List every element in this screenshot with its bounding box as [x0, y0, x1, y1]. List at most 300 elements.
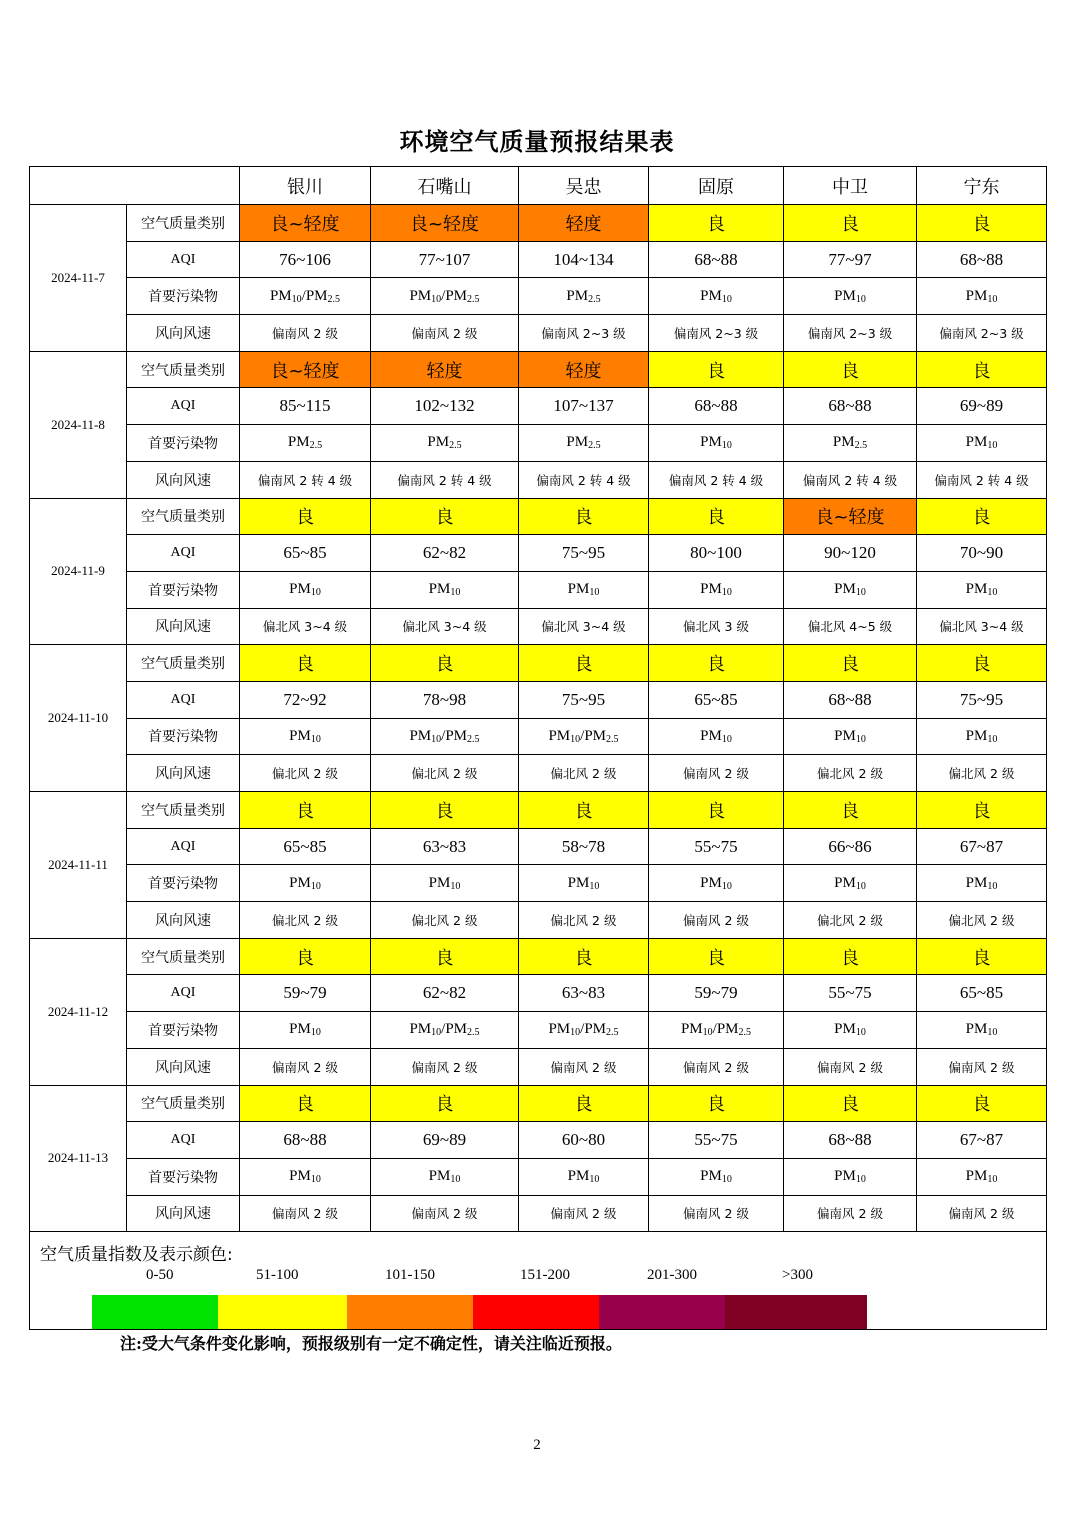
pollutant-subscript: 10	[987, 1027, 998, 1039]
pollutant-subscript: 10	[570, 1027, 581, 1039]
pollutant-name: $PM_{10}$	[289, 874, 321, 892]
pollutant-subscript: 10	[570, 733, 581, 745]
pollutant-name: $PM_{10}$	[428, 1168, 461, 1186]
pollutant-name: $PM_{10}$	[834, 727, 866, 745]
pollutant-subscript: 10	[721, 1174, 732, 1186]
pollutant-cell	[371, 865, 519, 902]
pollutant-cell	[519, 425, 649, 462]
pollutant-name: $PM_{10}$	[409, 1021, 442, 1039]
wind-cell: 偏南风 2 级	[649, 755, 784, 792]
aqi-cell: 80~100	[649, 535, 784, 572]
pollutant-name: $PM_{10}$	[834, 581, 866, 599]
wind-cell: 偏北风 3~4 级	[371, 608, 519, 645]
city-header: 宁东	[917, 167, 1047, 205]
aqi-cell: 58~78	[519, 828, 649, 865]
pollutant-cell	[240, 571, 371, 608]
pollutant-cell	[519, 278, 649, 315]
pollutant-label: 首要污染物	[127, 865, 240, 902]
pollutant-name: $PM_{10}$	[548, 727, 581, 745]
pollutant-subscript: 10	[855, 1174, 866, 1186]
pollutant-cell	[917, 718, 1047, 755]
aqi-cell: 69~89	[371, 1122, 519, 1159]
category-row	[30, 498, 1047, 535]
wind-row	[30, 315, 1047, 352]
pollutant-cell	[917, 425, 1047, 462]
pollutant-name: $PM_{10}$	[834, 874, 866, 892]
wind-label: 风向风速	[127, 902, 240, 939]
pollutant-subscript: 10	[721, 587, 732, 599]
category-label: 空气质量类别	[127, 1085, 240, 1122]
aqi-label: AQI	[127, 975, 240, 1012]
aqi-label: AQI	[127, 535, 240, 572]
category-cell: 良	[784, 205, 917, 242]
pollutant-label: 首要污染物	[127, 278, 240, 315]
category-cell: 良	[371, 498, 519, 535]
pollutant-name: $PM_{10}$	[965, 434, 998, 452]
pollutant-cell	[240, 718, 371, 755]
pollutant-subscript: 10	[987, 1174, 998, 1186]
pollutant-label: 首要污染物	[127, 425, 240, 462]
pollutant-subscript: 10	[721, 733, 732, 745]
pollutant-cell	[240, 865, 371, 902]
pollutant-cell	[917, 278, 1047, 315]
aqi-cell: 55~75	[649, 1122, 784, 1159]
aqi-cell: 68~88	[240, 1122, 371, 1159]
category-cell: 良	[784, 938, 917, 975]
aqi-cell: 68~88	[649, 241, 784, 278]
category-label: 空气质量类别	[127, 498, 240, 535]
aqi-cell: 68~88	[649, 388, 784, 425]
pollutant-cell	[784, 278, 917, 315]
pollutant-cell	[649, 278, 784, 315]
pollutant-name: $PM_{2.5}$	[584, 727, 619, 745]
forecast-date: 2024-11-8	[30, 351, 127, 498]
pollutant-name: $PM_{10}$	[965, 1168, 998, 1186]
category-cell: 良	[649, 1085, 784, 1122]
pollutant-name: $PM_{10}$	[567, 874, 600, 892]
pollutant-name: $PM_{2.5}$	[716, 1021, 752, 1039]
pollutant-name: $PM_{10}$	[965, 1021, 998, 1039]
aqi-cell: 65~85	[240, 828, 371, 865]
wind-row	[30, 608, 1047, 645]
pollutant-cell	[371, 1158, 519, 1195]
wind-cell: 偏南风 2~3 级	[649, 315, 784, 352]
aqi-cell: 68~88	[784, 1122, 917, 1159]
pollutant-name: $PM_{10}$	[700, 727, 732, 745]
aqi-cell: 78~98	[371, 681, 519, 718]
pollutant-subscript: 10	[589, 587, 600, 599]
header-corner-cell	[30, 167, 240, 205]
wind-cell: 偏南风 2 级	[371, 1048, 519, 1085]
pollutant-row	[30, 571, 1047, 608]
category-label: 空气质量类别	[127, 645, 240, 682]
category-row	[30, 205, 1047, 242]
pollutant-subscript: 2.5	[327, 293, 341, 305]
pollutant-name: $PM_{10}$	[965, 581, 998, 599]
pollutant-row	[30, 718, 1047, 755]
aqi-cell: 77~107	[371, 241, 519, 278]
city-header: 中卫	[784, 167, 917, 205]
wind-cell: 偏北风 2 级	[784, 902, 917, 939]
category-row	[30, 1085, 1047, 1122]
category-cell: 良	[784, 1085, 917, 1122]
wind-cell: 偏南风 2 级	[240, 1195, 371, 1232]
aqi-cell: 65~85	[649, 681, 784, 718]
aqi-cell: 68~88	[784, 388, 917, 425]
pollutant-cell	[649, 1158, 784, 1195]
pollutant-name: $PM_{10}$	[548, 1021, 581, 1039]
wind-cell: 偏南风 2 级	[519, 1048, 649, 1085]
aqi-cell: 66~86	[784, 828, 917, 865]
forecast-table	[29, 166, 1047, 1330]
category-label: 空气质量类别	[127, 351, 240, 388]
aqi-cell: 72~92	[240, 681, 371, 718]
wind-cell: 偏北风 2 级	[519, 755, 649, 792]
category-cell: 良	[784, 792, 917, 829]
pollutant-label: 首要污染物	[127, 718, 240, 755]
forecast-date: 2024-11-13	[30, 1085, 127, 1232]
wind-cell: 偏北风 3~4 级	[240, 608, 371, 645]
pollutant-name: $PM_{2.5}$	[584, 1021, 619, 1039]
pollutant-label: 首要污染物	[127, 1158, 240, 1195]
pollutant-subscript: 10	[987, 733, 998, 745]
wind-cell: 偏南风 2 转 4 级	[784, 461, 917, 498]
wind-label: 风向风速	[127, 1048, 240, 1085]
forecast-date: 2024-11-10	[30, 645, 127, 792]
aqi-cell: 59~79	[649, 975, 784, 1012]
aqi-cell: 85~115	[240, 388, 371, 425]
category-cell: 良	[371, 645, 519, 682]
aqi-cell: 65~85	[240, 535, 371, 572]
pollutant-cell	[519, 571, 649, 608]
legend-color-swatch	[599, 1295, 725, 1330]
aqi-row	[30, 681, 1047, 718]
pollutant-cell	[917, 1012, 1047, 1049]
category-cell: 良	[649, 938, 784, 975]
pollutant-subscript: 10	[450, 1174, 461, 1186]
pollutant-subscript: 10	[450, 880, 461, 892]
legend-cell	[30, 1232, 1047, 1330]
pollutant-subscript: 10	[450, 587, 461, 599]
forecast-table-body	[30, 167, 1047, 1330]
aqi-cell: 90~120	[784, 535, 917, 572]
pollutant-cell: $PM_{10}/PM_{2.5}$	[371, 278, 519, 315]
pollutant-name: $PM_{10}$	[428, 581, 461, 599]
wind-cell: 偏北风 2 级	[240, 902, 371, 939]
category-cell: 良	[519, 1085, 649, 1122]
pollutant-name: $PM_{10}$	[269, 287, 302, 305]
category-cell: 良	[649, 498, 784, 535]
aqi-cell: 104~134	[519, 241, 649, 278]
legend-color-swatch	[218, 1295, 347, 1330]
pollutant-name: $PM_{10}$	[834, 287, 866, 305]
city-header: 银川	[240, 167, 371, 205]
legend-color-swatch	[347, 1295, 473, 1330]
pollutant-cell	[649, 425, 784, 462]
pollutant-cell	[649, 865, 784, 902]
pollutant-cell	[240, 1012, 371, 1049]
wind-cell: 偏北风 3~4 级	[917, 608, 1047, 645]
city-header: 吴忠	[519, 167, 649, 205]
wind-cell: 偏南风 2 转 4 级	[371, 461, 519, 498]
aqi-cell: 69~89	[917, 388, 1047, 425]
category-cell: 良	[917, 205, 1047, 242]
pollutant-cell	[784, 1012, 917, 1049]
category-cell: 良	[240, 1085, 371, 1122]
category-cell: 良	[784, 351, 917, 388]
category-cell: 良~轻度	[240, 205, 371, 242]
aqi-cell: 67~87	[917, 1122, 1047, 1159]
wind-cell: 偏南风 2 级	[519, 1195, 649, 1232]
pollutant-cell	[240, 1158, 371, 1195]
pollutant-subscript: 10	[987, 587, 998, 599]
aqi-label: AQI	[127, 241, 240, 278]
aqi-label: AQI	[127, 681, 240, 718]
pollutant-cell	[784, 571, 917, 608]
category-label: 空气质量类别	[127, 205, 240, 242]
pollutant-subscript: 10	[589, 880, 600, 892]
forecast-date: 2024-11-7	[30, 205, 127, 352]
category-cell: 轻度	[371, 351, 519, 388]
category-cell: 良	[917, 498, 1047, 535]
wind-cell: 偏北风 2 级	[240, 755, 371, 792]
aqi-cell: 62~82	[371, 975, 519, 1012]
pollutant-subscript: 10	[855, 880, 866, 892]
pollutant-cell	[519, 1158, 649, 1195]
wind-cell: 偏南风 2 转 4 级	[519, 461, 649, 498]
category-cell: 良	[240, 938, 371, 975]
pollutant-subscript: 2.5	[606, 733, 619, 745]
wind-cell: 偏北风 3 级	[649, 608, 784, 645]
pollutant-row	[30, 1158, 1047, 1195]
aqi-cell: 67~87	[917, 828, 1047, 865]
wind-row	[30, 1048, 1047, 1085]
wind-label: 风向风速	[127, 755, 240, 792]
wind-cell: 偏北风 2 级	[519, 902, 649, 939]
legend-range-label: 0-50	[146, 1267, 174, 1284]
category-cell: 良	[917, 938, 1047, 975]
pollutant-label: 首要污染物	[127, 571, 240, 608]
category-cell: 良	[240, 792, 371, 829]
pollutant-subscript: 2.5	[738, 1027, 752, 1039]
wind-cell: 偏南风 2 转 4 级	[917, 461, 1047, 498]
aqi-row	[30, 828, 1047, 865]
pollutant-subscript: 10	[310, 1027, 321, 1039]
wind-cell: 偏南风 2~3 级	[519, 315, 649, 352]
pollutant-name: $PM_{2.5}$	[566, 434, 601, 452]
pollutant-subscript: 2.5	[467, 1027, 480, 1039]
pollutant-subscript: 10	[431, 733, 442, 745]
wind-row	[30, 755, 1047, 792]
legend-range-label: 51-100	[256, 1267, 299, 1284]
pollutant-cell: $PM_{10}/PM_{2.5}$	[649, 1012, 784, 1049]
forecast-date: 2024-11-12	[30, 938, 127, 1085]
pollutant-cell	[519, 865, 649, 902]
pollutant-name: $PM_{2.5}$	[287, 434, 323, 452]
wind-cell: 偏北风 3~4 级	[519, 608, 649, 645]
category-cell: 良	[371, 938, 519, 975]
wind-cell: 偏南风 2~3 级	[784, 315, 917, 352]
pollutant-name: $PM_{10}$	[965, 287, 998, 305]
pollutant-name: $PM_{10}$	[700, 434, 732, 452]
pollutant-cell: $PM_{10}/PM_{2.5}$	[519, 1012, 649, 1049]
wind-cell: 偏北风 2 级	[371, 755, 519, 792]
page-title: 环境空气质量预报结果表	[399, 128, 675, 156]
pollutant-name: $PM_{2.5}$	[445, 727, 480, 745]
pollutant-cell	[784, 865, 917, 902]
category-row	[30, 645, 1047, 682]
aqi-cell: 55~75	[649, 828, 784, 865]
city-header: 石嘴山	[371, 167, 519, 205]
category-cell: 良	[649, 351, 784, 388]
pollutant-cell	[649, 718, 784, 755]
category-cell: 良~轻度	[371, 205, 519, 242]
category-cell: 良	[519, 792, 649, 829]
wind-cell: 偏北风 2 级	[917, 755, 1047, 792]
pollutant-name: $PM_{2.5}$	[305, 287, 341, 305]
pollutant-name: $PM_{10}$	[680, 1021, 713, 1039]
legend-color-swatch	[725, 1295, 867, 1330]
pollutant-subscript: 10	[721, 880, 732, 892]
aqi-row	[30, 535, 1047, 572]
pollutant-row	[30, 865, 1047, 902]
pollutant-name: $PM_{10}$	[834, 1021, 866, 1039]
wind-row	[30, 461, 1047, 498]
aqi-cell: 77~97	[784, 241, 917, 278]
city-header: 固原	[649, 167, 784, 205]
pollutant-name: $PM_{10}$	[289, 581, 321, 599]
pollutant-subscript: 10	[702, 1027, 713, 1039]
pollutant-cell	[917, 571, 1047, 608]
pollutant-subscript: 10	[987, 293, 998, 305]
pollutant-name: $PM_{10}$	[289, 1168, 321, 1186]
aqi-cell: 75~95	[519, 681, 649, 718]
pollutant-name: $PM_{10}$	[289, 1021, 321, 1039]
pollutant-subscript: 10	[855, 1027, 866, 1039]
pollutant-name: $PM_{10}$	[834, 1168, 866, 1186]
footnote: 注:受大气条件变化影响，预报级别有一定不确定性，请关注临近预报。	[120, 1334, 622, 1353]
wind-label: 风向风速	[127, 461, 240, 498]
aqi-row	[30, 1122, 1047, 1159]
legend-color-swatch	[473, 1295, 599, 1330]
wind-cell: 偏南风 2 级	[371, 1195, 519, 1232]
pollutant-cell: $PM_{10}/PM_{2.5}$	[519, 718, 649, 755]
wind-label: 风向风速	[127, 608, 240, 645]
legend-title: 空气质量指数及表示颜色:	[40, 1245, 233, 1266]
pollutant-cell: $PM_{10}/PM_{2.5}$	[371, 718, 519, 755]
pollutant-subscript: 10	[721, 293, 732, 305]
category-cell: 良	[917, 792, 1047, 829]
pollutant-subscript: 10	[721, 440, 732, 452]
pollutant-cell	[917, 865, 1047, 902]
category-cell: 良	[649, 792, 784, 829]
category-cell: 良	[519, 498, 649, 535]
legend-row	[30, 1232, 1047, 1330]
pollutant-subscript: 10	[987, 880, 998, 892]
wind-label: 风向风速	[127, 315, 240, 352]
wind-cell: 偏南风 2 级	[784, 1048, 917, 1085]
aqi-cell: 63~83	[519, 975, 649, 1012]
aqi-cell: 68~88	[917, 241, 1047, 278]
legend-range-label: >300	[782, 1267, 813, 1284]
pollutant-cell	[649, 571, 784, 608]
aqi-label: AQI	[127, 388, 240, 425]
category-cell: 良	[649, 205, 784, 242]
category-cell: 良	[917, 1085, 1047, 1122]
aqi-label: AQI	[127, 1122, 240, 1159]
pollutant-subscript: 10	[855, 733, 866, 745]
aqi-row	[30, 975, 1047, 1012]
category-cell: 良	[649, 645, 784, 682]
category-cell: 良	[519, 938, 649, 975]
wind-row	[30, 1195, 1047, 1232]
wind-cell: 偏南风 2 级	[649, 1048, 784, 1085]
pollutant-subscript: 10	[310, 587, 321, 599]
pollutant-subscript: 2.5	[449, 440, 462, 452]
pollutant-subscript: 2.5	[309, 440, 323, 452]
pollutant-name: $PM_{10}$	[567, 581, 600, 599]
pollutant-cell	[784, 1158, 917, 1195]
pollutant-cell	[371, 571, 519, 608]
category-cell: 良	[784, 645, 917, 682]
aqi-cell: 70~90	[917, 535, 1047, 572]
category-row	[30, 351, 1047, 388]
pollutant-label: 首要污染物	[127, 1012, 240, 1049]
pollutant-subscript: 10	[431, 293, 442, 305]
pollutant-subscript: 2.5	[467, 733, 480, 745]
pollutant-name: $PM_{10}$	[409, 727, 442, 745]
wind-cell: 偏北风 2 级	[371, 902, 519, 939]
pollutant-subscript: 10	[987, 440, 998, 452]
aqi-cell: 60~80	[519, 1122, 649, 1159]
pollutant-name: $PM_{2.5}$	[832, 434, 868, 452]
aqi-cell: 62~82	[371, 535, 519, 572]
aqi-cell: 59~79	[240, 975, 371, 1012]
aqi-cell: 65~85	[917, 975, 1047, 1012]
aqi-cell: 102~132	[371, 388, 519, 425]
aqi-row	[30, 241, 1047, 278]
aqi-cell: 63~83	[371, 828, 519, 865]
wind-label: 风向风速	[127, 1195, 240, 1232]
category-cell: 良	[917, 645, 1047, 682]
pollutant-subscript: 10	[589, 1174, 600, 1186]
category-cell: 良	[371, 792, 519, 829]
pollutant-subscript: 10	[855, 587, 866, 599]
pollutant-cell	[784, 718, 917, 755]
pollutant-cell: $PM_{10}/PM_{2.5}$	[371, 1012, 519, 1049]
pollutant-name: $PM_{2.5}$	[566, 287, 601, 305]
aqi-cell: 75~95	[519, 535, 649, 572]
category-cell: 轻度	[519, 351, 649, 388]
wind-cell: 偏南风 2 级	[784, 1195, 917, 1232]
wind-cell: 偏南风 2~3 级	[917, 315, 1047, 352]
pollutant-subscript: 10	[310, 880, 321, 892]
category-row	[30, 792, 1047, 829]
category-cell: 良~轻度	[240, 351, 371, 388]
category-cell: 良	[519, 645, 649, 682]
pollutant-subscript: 10	[310, 733, 321, 745]
pollutant-name: $PM_{10}$	[700, 581, 732, 599]
pollutant-name: $PM_{2.5}$	[427, 434, 462, 452]
pollutant-cell: $PM_{10}/PM_{2.5}$	[240, 278, 371, 315]
pollutant-subscript: 10	[431, 1027, 442, 1039]
pollutant-name: $PM_{10}$	[567, 1168, 600, 1186]
pollutant-subscript: 2.5	[606, 1027, 619, 1039]
wind-cell: 偏南风 2 级	[649, 902, 784, 939]
aqi-cell: 76~106	[240, 241, 371, 278]
page-number: 2	[533, 1437, 541, 1453]
pollutant-subscript: 2.5	[854, 440, 868, 452]
